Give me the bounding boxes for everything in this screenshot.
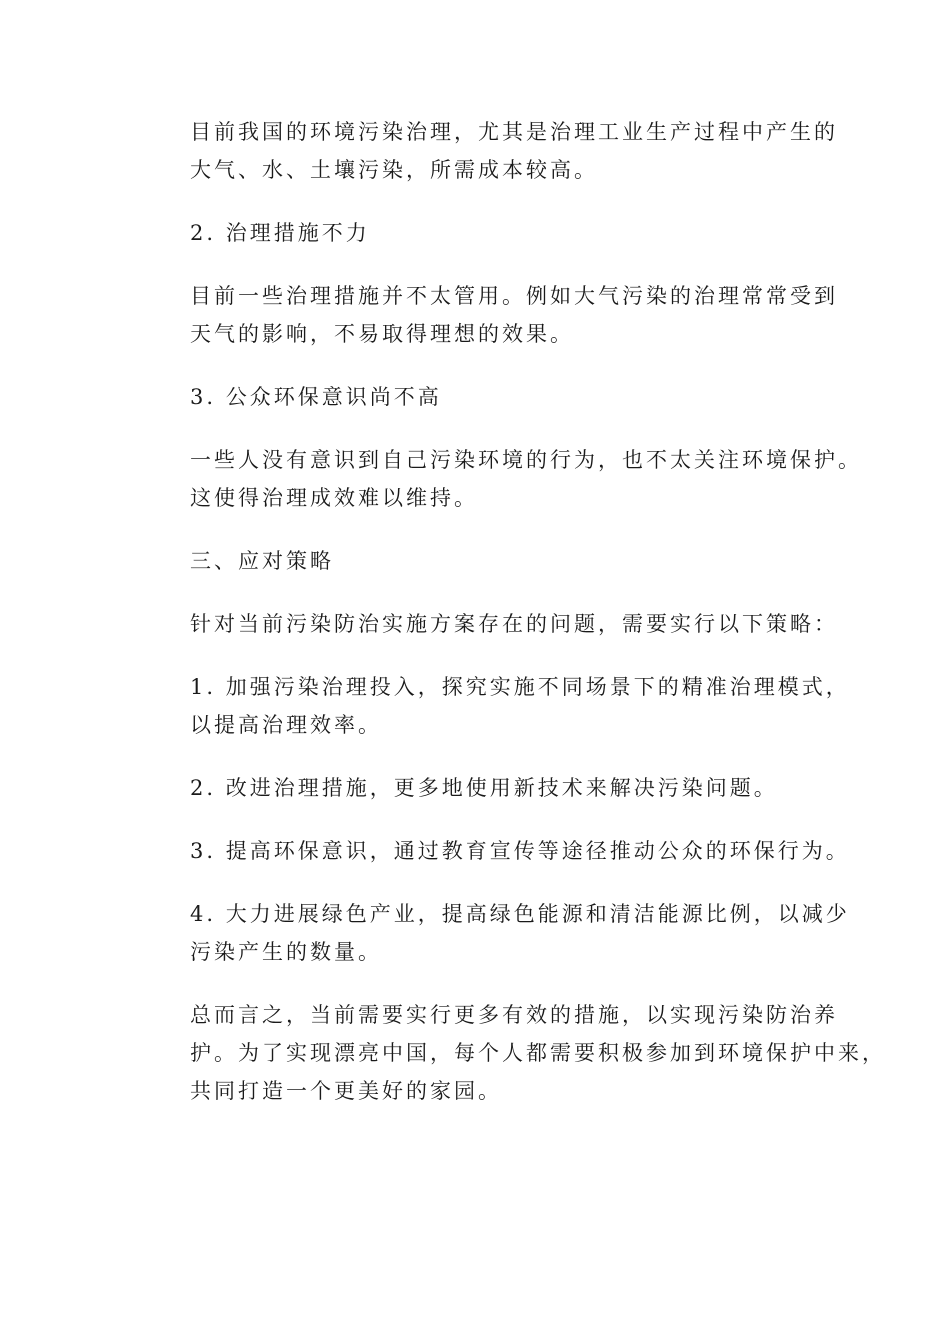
text-line: 目前我国的环境污染治理，尤其是治理工业生产过程中产生的 — [190, 120, 838, 144]
text-line: 共同打造一个更美好的家园。 — [190, 1079, 502, 1103]
document-body — [145, 113, 886, 1135]
text-line: 天气的影响，不易取得理想的效果。 — [190, 322, 574, 346]
paragraph-awareness — [145, 441, 862, 517]
subheading-measures: 2. 治理措施不力 — [190, 221, 370, 245]
paragraph-conclusion — [145, 996, 886, 1110]
text-line: 护。为了实现漂亮中国，每个人都需要积极参加到环境保护中来， — [190, 1041, 886, 1065]
text-line: 污染产生的数量。 — [190, 940, 382, 964]
list-item-strategy-3 — [145, 832, 850, 870]
text-line: 这使得治理成效难以维持。 — [190, 486, 478, 510]
list-item-strategy-1 — [145, 668, 850, 744]
text-line: 大气、水、土壤污染，所需成本较高。 — [190, 158, 598, 182]
list-item-strategy-2 — [145, 769, 815, 807]
text-line: 针对当前污染防治实施方案存在的问题，需要实行以下策略： — [190, 612, 838, 636]
text-line: 2. 改进治理措施，更多地使用新技术来解决污染问题。 — [190, 776, 778, 800]
subheading-awareness: 3. 公众环保意识尚不高 — [190, 385, 442, 409]
text-line: 一些人没有意识到自己污染环境的行为，也不太关注环境保护。 — [190, 448, 862, 472]
text-line: 4. 大力进展绿色产业，提高绿色能源和清洁能源比例，以减少 — [190, 902, 850, 926]
paragraph-intro — [145, 605, 838, 643]
text-line: 1. 加强污染治理投入，探究实施不同场景下的精准治理模式， — [190, 675, 850, 699]
text-line: 以提高治理效率。 — [190, 713, 382, 737]
list-item-strategy-4 — [145, 895, 850, 971]
paragraph-measures — [145, 277, 838, 353]
section-title-strategies: 三、应对策略 — [190, 549, 334, 573]
text-line: 3. 提高环保意识，通过教育宣传等途径推动公众的环保行为。 — [190, 839, 850, 863]
text-line: 目前一些治理措施并不太管用。例如大气污染的治理常常受到 — [190, 284, 838, 308]
text-line: 总而言之，当前需要实行更多有效的措施，以实现污染防治养 — [190, 1003, 838, 1027]
paragraph-cost — [145, 113, 838, 189]
